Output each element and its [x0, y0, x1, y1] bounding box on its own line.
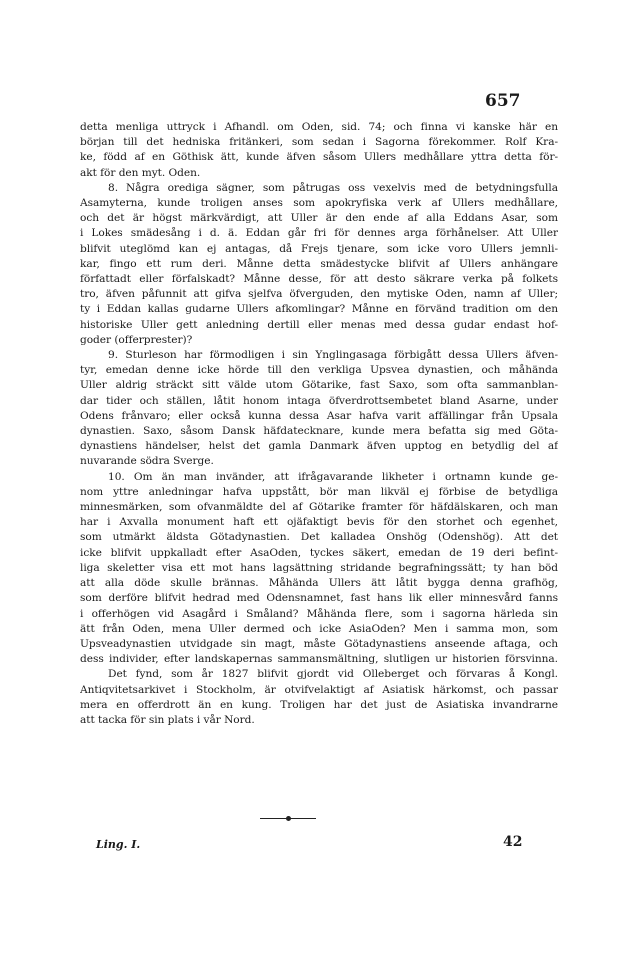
text-line: ty i Eddan kallas gudarne Ullers afkomlingar? Månne en förvänd tradition om den	[80, 303, 558, 316]
text-line: nuvarande södra Sverge.	[80, 455, 214, 468]
text-line: dynastiens händelser, helst det gamla Danmark äfven upptog en betydlig del af	[80, 440, 558, 453]
text-line: dar tider och ställen, låtit honom intaga öfverdrottsembetet bland Asarne, under	[80, 394, 558, 407]
section-divider	[260, 818, 316, 819]
text-line: 8. Några orediga sägner, som påtrugas oss vexelvis med de betydningsfulla	[108, 181, 558, 194]
text-line: att alla döde skulle brännas. Måhända Ullers ätt låtit bygga denna grafhög,	[80, 577, 558, 590]
text-line: som derföre blifvit hedrad med Odensnamnet, fast hans lik eller minnesvård fanns	[80, 592, 558, 605]
text-line: har i Axvalla monument haft ett ojäfaktigt bevis för den storhet och egenhet,	[80, 516, 558, 529]
text-line: 9. Sturleson har förmodligen i sin Ynglingasaga förbigått dessa Ullers äfven-	[108, 349, 558, 362]
text-line: nom yttre anledningar hafva uppstått, bör man likväl ej förbise de betydliga	[80, 485, 558, 498]
text-line: i Lokes smädesång i d. ä. Eddan går fri för dennes arga förhånelser. Att Uller	[80, 227, 558, 240]
text-line: kar, fingo ett rum deri. Månne detta smädestycke blifvit af Ullers anhängare	[80, 257, 558, 270]
text-line: historiske Uller gett anledning dertill eller menas med dessa gudar endast hof-	[80, 318, 558, 331]
text-line: att tacka för sin plats i vår Nord.	[80, 713, 255, 726]
text-line: blifvit uteglömd kan ej antagas, då Frejs tjenare, som icke voro Ullers jemnli-	[80, 242, 558, 255]
text-line: detta menliga uttryck i Afhandl. om Oden, sid. 74; och finna vi kanske här en	[80, 121, 558, 133]
text-line: Uller aldrig sträckt sitt välde utom Götarike, fast Saxo, som ofta sammanblan-	[80, 379, 558, 392]
text-line: ke, född af en Göthisk ätt, kunde äfven såsom Ullers medhållare yttra detta för-	[80, 151, 558, 164]
page-number: 657	[485, 91, 521, 111]
text-line: Det fynd, som år 1827 blifvit gjordt vid Olleberget och förvaras å Kongl.	[108, 668, 558, 681]
text-line: goder (offerprester)?	[80, 333, 193, 346]
text-line: i offerhögen vid Asagård i Småland? Måhända flere, som i sagorna härleda sin	[80, 607, 558, 620]
text-line: Antiqvitetsarkivet i Stockholm, är otvifvelaktigt af Asiatisk härkomst, och passar	[80, 683, 558, 696]
text-line: mera en offerdrott än en kung. Troligen har det just de Asiatiska invandrarne	[80, 698, 558, 711]
text-line: Odens frånvaro; eller också kunna dessa Asar hafva varit affällingar från Upsala	[80, 409, 558, 422]
text-line: början till det hedniska fritänkeri, som sedan i Sagorna förekommer. Rolf Kra-	[80, 136, 558, 149]
text-line: Asamyterna, kunde troligen anses som apokryfiska verk af Ullers medhållare,	[80, 197, 558, 210]
text-line: ätt från Oden, mena Uller dermed och icke AsiaOden? Men i samma mon, som	[80, 622, 558, 635]
text-line: Upsveadynastien utvidgade sin magt, måste Götadynastiens anseende aftaga, och	[80, 637, 558, 650]
text-line: tyr, emedan denne icke hörde till den verkliga Upsvea dynastien, och måhända	[80, 364, 558, 377]
body-text	[80, 120, 558, 728]
text-line: dynastien. Saxo, såsom Dansk häfdatecknare, kunde mera befatta sig med Göta-	[80, 425, 558, 438]
footer-signature: Ling. I.	[96, 838, 141, 851]
text-line: akt för den myt. Oden.	[80, 166, 201, 179]
text-line: som utmärkt äldsta Götadynastien. Det kalladea Onshög (Odenshög). Att det	[80, 531, 558, 544]
text-line: och det är högst märkvärdigt, att Uller är den ende af alla Eddans Asar, som	[80, 212, 558, 225]
text-line: liga skeletter visa ett mot hans lagsättning stridande begrafningssätt; ty han böd	[80, 561, 558, 574]
text-line: tro, äfven påfunnit att gifva sjelfva öfverguden, den mytiske Oden, namn af Uller;	[80, 288, 558, 301]
text-line: icke blifvit uppkalladt efter AsaOden, tyckes säkert, emedan de 19 deri befint-	[80, 546, 558, 559]
text-line: 10. Om än man invänder, att ifrågavarande likheter i ortnamn kunde ge-	[108, 470, 558, 483]
text-line: minnesmärken, som ofvanmäldte del af Götarike framter för häfdälskaren, och man	[80, 501, 558, 514]
text-line: dess individer, efter landskapernas sammansmältning, slutligen ur historien försvinna.	[80, 653, 558, 666]
footer-sheet-number: 42	[503, 834, 523, 850]
text-line: författadt eller förfalskadt? Månne desse, för att desto säkrare verka på folkets	[80, 273, 558, 286]
